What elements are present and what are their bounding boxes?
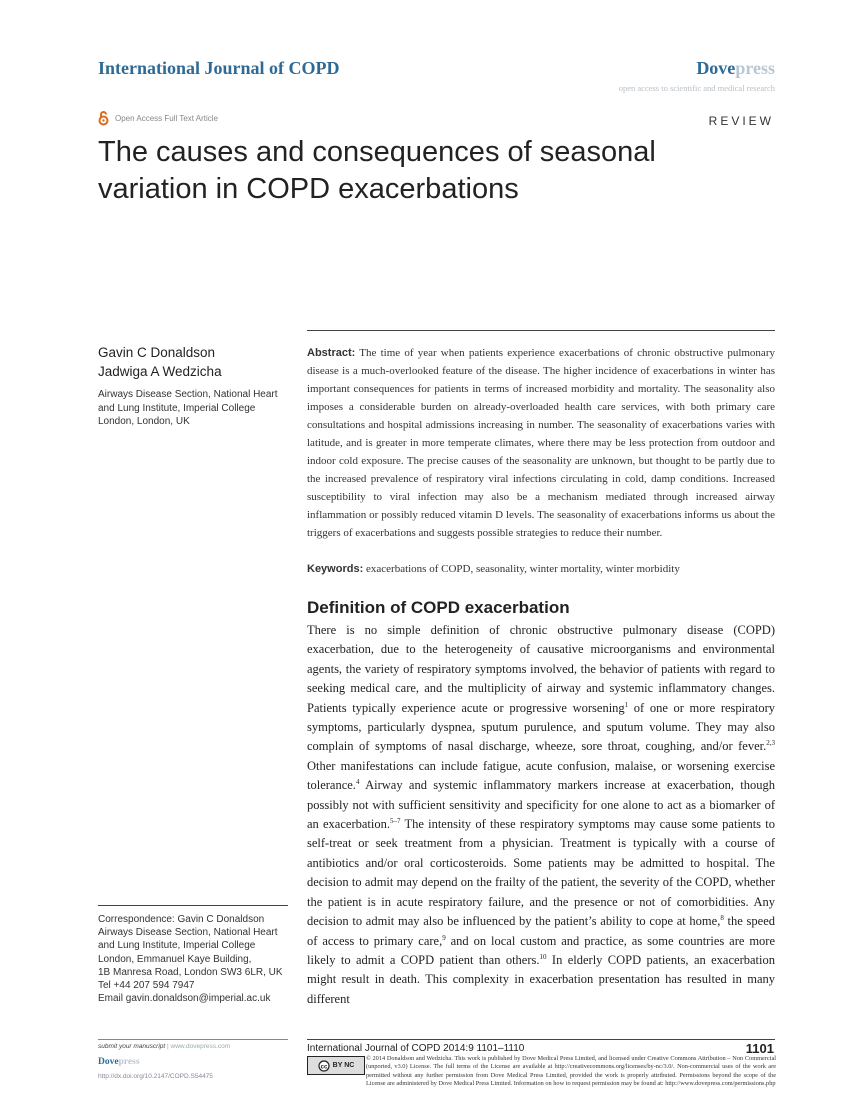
keywords-text: exacerbations of COPD, seasonality, winter mortality, winter morbidity: [366, 563, 680, 575]
footer-left-divider: [98, 1039, 288, 1040]
doi-link[interactable]: http://dx.doi.org/10.2147/COPD.S54475: [98, 1073, 213, 1080]
abstract-divider: [307, 330, 775, 331]
correspondence-line: and Lung Institute, Imperial College: [98, 940, 256, 952]
article-title: [98, 134, 718, 208]
footer-divider: [307, 1039, 775, 1040]
correspondence-email[interactable]: Email gavin.donaldson@imperial.ac.uk: [98, 993, 271, 1005]
license-text: © 2014 Donaldson and Wedzicha. This work is published by Dove Medical Press Limited, and licensed under Creative Commons Attribution – Non Commercial (unported, v3.0) License. The full terms of the License are available at http://creativecommons.org/licenses/by-nc/3.0/. Non-commercial uses of the work are permitted without any further permission from Dove Medical Press Limited, provided the work is properly attributed. Permissions beyond the scope of the License are administered by Dove Medical Press Limited. Information on how to request permission may be found at: http://www.dovepress.com/permissions.php: [366, 1055, 776, 1087]
article-type: REVIEW: [708, 114, 774, 128]
footer-logo-part1: Dove: [98, 1057, 119, 1067]
article-title-line2: variation in COPD exacerbations: [98, 173, 519, 205]
svg-text:cc: cc: [320, 1063, 328, 1070]
author-name: Jadwiga A Wedzicha: [98, 364, 222, 379]
body-text-run: In elderly COPD patients, an exacerbation might result in death. This complexity in exacerbation presentation has resulted in many different: [307, 952, 775, 1006]
correspondence-line: 1B Manresa Road, London SW3 6LR, UK: [98, 966, 283, 978]
submit-manuscript-link[interactable]: [98, 1043, 230, 1050]
article-title-line1: The causes and consequences of seasonal: [98, 136, 656, 168]
section-body: [307, 621, 775, 1009]
open-access-label: [98, 111, 218, 126]
cc-license-badge[interactable]: [307, 1056, 365, 1075]
open-access-text: Open Access Full Text Article: [115, 114, 219, 123]
body-text-run: Other manifestations can include fatigue, acute confusion, malaise, or worsening exercise tolerance.: [307, 758, 775, 793]
keywords-label: Keywords:: [307, 563, 364, 575]
keywords: [307, 560, 775, 578]
body-text-run: the speed of access to primary care,: [307, 914, 776, 948]
publisher-logo-part1: Dove: [696, 58, 736, 78]
abstract-label: Abstract:: [307, 347, 356, 359]
abstract-text: The time of year when patients experience exacerbations of chronic obstructive pulmonary disease is a much-overlooked feature of the disease. The higher incidence of exacerbations in winter has important consequences for patients in terms of increased morbidity and mortality. The seasonality also imposes a considerable burden on already-overloaded health care services, with both primary care consultations and hospital admissions increasing in number. The seasonality of exacerbations varies with latitude, and is greater in more temperate climates, where there may be less protection from outdoor and indoor cold exposure. The precise causes of the seasonality are unknown, but thought to be partly due to the increased prevalence of respiratory viral infections circulating in cold, damp conditions. Increased susceptibility to viral infection may also be a mechanism mediated through increased airway inflammation or possibly reduced vitamin D levels. The seasonality of exacerbations informs us about the triggers of exacerbations and suggests possible strategies to reduce their number.: [307, 347, 775, 539]
journal-name: International Journal of COPD: [98, 58, 340, 78]
footer-citation: International Journal of COPD 2014:9 1101–1110: [307, 1043, 525, 1054]
citation-ref[interactable]: 5–7: [389, 816, 401, 825]
correspondence-line: Tel +44 207 594 7947: [98, 980, 195, 992]
footer-logo-part2: press: [118, 1057, 140, 1067]
creative-commons-icon: [318, 1060, 330, 1072]
footer-publisher-logo[interactable]: [98, 1057, 140, 1067]
citation-ref[interactable]: 4: [355, 778, 360, 787]
author-list: [98, 343, 222, 381]
body-text-run: Airway and systemic inflammatory markers increase at exacerbation, though possibly not with sufficient sensitivity and specificity for one alone to act as a biomarker of an exacerbation.: [307, 778, 775, 832]
section-heading: Definition of COPD exacerbation: [307, 598, 570, 617]
publisher-tagline: open access to scientific and medical research: [618, 83, 775, 93]
citation-ref[interactable]: 9: [442, 933, 446, 942]
submit-url: | www.dovepress.com: [167, 1043, 231, 1050]
page-number: 1101: [745, 1041, 774, 1056]
author-affiliation: Airways Disease Section, National Heart and Lung Institute, Imperial College London, London, UK: [98, 389, 278, 427]
author-name: Gavin C Donaldson: [98, 345, 216, 360]
correspondence-line: London, Emmanuel Kaye Building,: [98, 953, 252, 965]
citation-ref[interactable]: 2,3: [766, 739, 775, 748]
publisher-logo[interactable]: [696, 58, 775, 79]
abstract: [307, 344, 775, 542]
cc-license-label: BY NC: [332, 1062, 355, 1069]
publisher-logo-part2: press: [735, 58, 775, 78]
citation-ref[interactable]: 10: [539, 952, 547, 961]
correspondence-line: Correspondence: Gavin C Donaldson: [98, 914, 265, 925]
open-access-icon: [98, 111, 109, 126]
body-text-run: There is no simple definition of chronic obstructive pulmonary disease (COPD) exacerbation, due to the heterogeneity of causative microorganisms and environmental agents, the variety of respiratory symptoms involved, the behavior of patients with regard to seeking medical care, and the multiplicity of airway and systemic inflammatory changes. Patients typically experience acute or progressive worsening: [307, 623, 775, 715]
citation-ref[interactable]: 8: [720, 913, 724, 922]
correspondence-line: Airways Disease Section, National Heart: [98, 927, 278, 939]
body-text-run: of one or more respiratory symptoms, particularly dyspnea, sputum purulence, and sputum volume. They may also complain of symptoms of nasal discharge, wheeze, sore throat, coughing, and/or fever.: [307, 700, 775, 754]
submit-label: submit your manuscript: [98, 1043, 166, 1050]
correspondence-divider: [98, 905, 288, 906]
correspondence-block: [98, 913, 298, 1005]
body-text-run: and on local custom and practice, as some countries are more likely to admit a COPD patient than others.: [307, 933, 775, 967]
body-text-run: The intensity of these respiratory symptoms may cause some patients to self-treat or seek treatment from a physician. Treatment is typically with a course of antibiotics and/or oral corticosteroids. Some patients may be admitted to hospital. The decision to admit may depend on the frailty of the patient, the severity of the COPD, whether the patient is in acute respiratory failure, and the presence or not of comorbidities. Any decision to admit may also be influenced by the patient’s ability to cope at home,: [307, 817, 775, 929]
citation-ref[interactable]: 1: [624, 700, 629, 709]
